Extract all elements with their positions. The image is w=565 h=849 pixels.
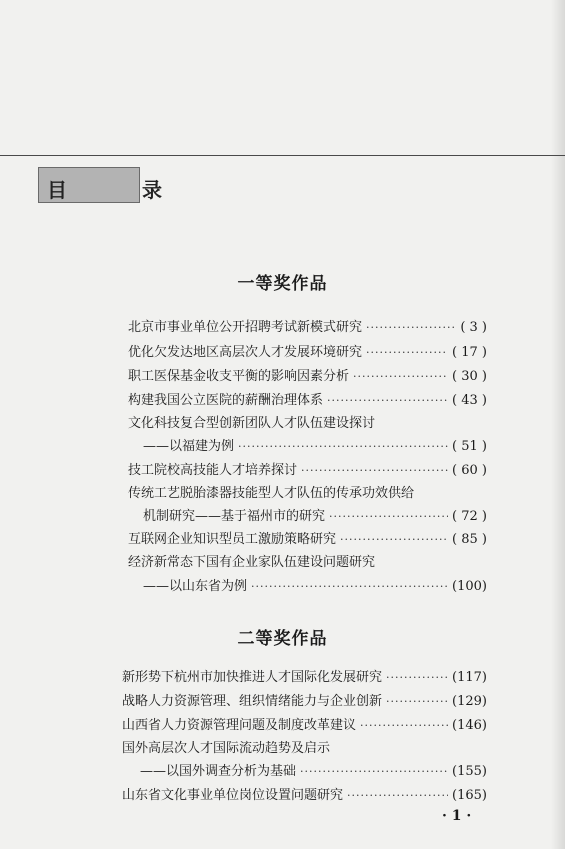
entry-subtitle: ——以山东省为例 xyxy=(143,579,248,594)
entry-page: (100) xyxy=(452,579,487,594)
leader-dots xyxy=(366,321,456,334)
leader-dots xyxy=(251,580,448,593)
page-number: · 1 · xyxy=(442,808,472,824)
section-heading-second-prize: 二等奖作品 xyxy=(237,629,328,649)
entry-page: ( 72 ) xyxy=(452,509,487,524)
entry-title: 构建我国公立医院的薪酬治理体系 xyxy=(128,393,324,408)
entry-page: (129) xyxy=(452,694,487,709)
entry-title[interactable]: 传统工艺脱胎漆器技能型人才队伍的传承功效供给 xyxy=(128,486,415,501)
entry-title: 战略人力资源管理、组织情绪能力与企业创新 xyxy=(122,694,383,709)
leader-dots xyxy=(360,719,448,732)
scan-edge-shadow xyxy=(551,0,565,849)
leader-dots xyxy=(300,765,448,778)
leader-dots xyxy=(301,464,448,477)
toc-entry[interactable] xyxy=(128,389,487,408)
toc-entry[interactable] xyxy=(122,666,487,685)
entry-title[interactable]: 国外高层次人才国际流动趋势及启示 xyxy=(122,741,331,756)
leader-dots xyxy=(340,533,448,546)
toc-entry[interactable] xyxy=(128,459,487,478)
entry-page: ( 43 ) xyxy=(452,393,487,408)
leader-dots xyxy=(238,440,448,453)
entry-title: 山西省人力资源管理问题及制度改革建议 xyxy=(122,718,357,733)
leader-dots xyxy=(347,789,448,802)
entry-page: ( 51 ) xyxy=(452,439,487,454)
leader-dots xyxy=(386,671,448,684)
leader-dots xyxy=(327,394,448,407)
entry-page: (117) xyxy=(452,670,487,685)
entry-page: ( 17 ) xyxy=(452,345,487,360)
entry-page: (146) xyxy=(452,718,487,733)
entry-title: 新形势下杭州市加快推进人才国际化发展研究 xyxy=(122,670,383,685)
toc-entry[interactable] xyxy=(122,690,487,709)
leader-dots xyxy=(366,346,448,359)
entry-title: 互联网企业知识型员工激励策略研究 xyxy=(128,532,337,547)
entry-title[interactable]: 经济新常态下国有企业家队伍建设问题研究 xyxy=(128,555,376,570)
entry-page: ( 85 ) xyxy=(452,532,487,547)
toc-title: 目 录 xyxy=(47,178,196,202)
entry-page: (165) xyxy=(452,788,487,803)
toc-entry[interactable] xyxy=(128,316,487,335)
toc-entry[interactable] xyxy=(143,505,487,524)
header-rule xyxy=(0,155,565,156)
entry-subtitle: ——以国外调查分析为基础 xyxy=(140,764,297,779)
entry-page: ( 30 ) xyxy=(452,369,487,384)
entry-title: 北京市事业单位公开招聘考试新模式研究 xyxy=(128,320,363,335)
toc-entry[interactable] xyxy=(128,528,487,547)
entry-page: (155) xyxy=(452,764,487,779)
toc-entry[interactable] xyxy=(140,760,487,779)
toc-entry[interactable] xyxy=(128,341,487,360)
entry-title[interactable]: 文化科技复合型创新团队人才队伍建设探讨 xyxy=(128,416,376,431)
leader-dots xyxy=(329,510,448,523)
toc-entry[interactable] xyxy=(122,714,487,733)
toc-entry[interactable] xyxy=(122,784,487,803)
entry-title: 优化欠发达地区高层次人才发展环境研究 xyxy=(128,345,363,360)
entry-title: 技工院校高技能人才培养探讨 xyxy=(128,463,298,478)
toc-entry[interactable] xyxy=(143,435,487,454)
toc-title-box xyxy=(38,167,196,203)
entry-title: 山东省文化事业单位岗位设置问题研究 xyxy=(122,788,344,803)
entry-page: ( 3 ) xyxy=(460,320,487,335)
leader-dots xyxy=(353,370,448,383)
entry-subtitle: 机制研究——基于福州市的研究 xyxy=(143,509,326,524)
entry-page: ( 60 ) xyxy=(452,463,487,478)
toc-entry[interactable] xyxy=(143,575,487,594)
entry-subtitle: ——以福建为例 xyxy=(143,439,235,454)
entry-title: 职工医保基金收支平衡的影响因素分析 xyxy=(128,369,350,384)
section-heading-first-prize: 一等奖作品 xyxy=(237,274,328,294)
toc-entry[interactable] xyxy=(128,365,487,384)
leader-dots xyxy=(386,695,448,708)
